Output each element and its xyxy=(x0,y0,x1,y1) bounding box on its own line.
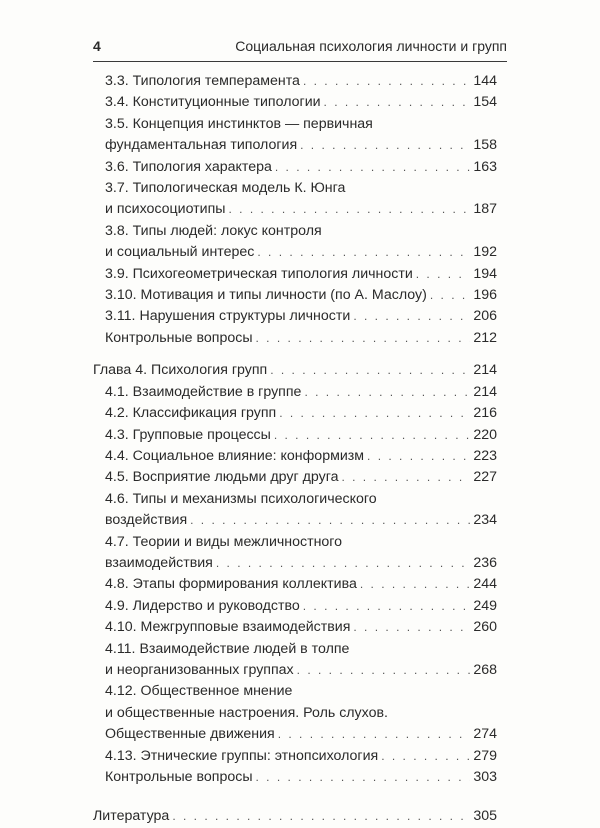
toc-entry[interactable] xyxy=(93,489,497,532)
toc-page-number: 194 xyxy=(473,265,497,282)
dot-leader xyxy=(360,574,470,595)
dot-leader xyxy=(172,806,470,827)
dot-leader xyxy=(270,360,470,381)
toc-entry[interactable] xyxy=(93,467,497,488)
toc-page-number: 260 xyxy=(473,619,497,636)
toc-page-number: 303 xyxy=(473,769,497,785)
page-number: 4 xyxy=(93,38,101,54)
dot-leader xyxy=(279,403,470,424)
toc-entry[interactable] xyxy=(93,382,497,403)
toc-entry[interactable] xyxy=(93,92,497,113)
toc-page-number: 249 xyxy=(473,597,497,614)
dot-leader xyxy=(303,71,470,92)
toc-entry-title: 4.12. Общественное мнение xyxy=(105,683,293,700)
toc-entry-title: 3.6. Типология характера xyxy=(105,158,272,175)
toc-entry-title: 3.3. Типология темперамента xyxy=(105,73,300,89)
toc-entry-title: 4.2. Классификация групп xyxy=(105,405,277,422)
toc-entry-title: и психосоциотипы xyxy=(105,201,226,218)
toc-entry[interactable] xyxy=(93,681,497,745)
toc-entry-title: взаимодействия xyxy=(105,554,213,571)
toc-entry-title: 3.9. Психогеометрическая типология личности xyxy=(105,265,413,282)
toc-page-number: 144 xyxy=(473,73,497,89)
toc-entry-title: воздействия xyxy=(105,512,188,529)
table-of-contents xyxy=(93,71,497,828)
toc-entry[interactable] xyxy=(93,574,497,595)
dot-leader xyxy=(257,242,470,263)
dot-leader xyxy=(297,660,471,681)
toc-entry-title: 4.9. Лидерство и руководство xyxy=(105,597,300,614)
dot-leader xyxy=(256,328,471,349)
toc-entry-title: Литература xyxy=(93,808,170,825)
toc-page-number: 216 xyxy=(473,405,497,422)
toc-entry[interactable] xyxy=(93,806,497,827)
toc-entry-title: 4.11. Взаимодействие людей в толпе xyxy=(105,640,350,657)
toc-entry[interactable] xyxy=(93,425,497,446)
toc-page-number: 234 xyxy=(473,512,497,529)
toc-entry[interactable] xyxy=(93,360,497,381)
toc-entry-title: 3.7. Типологическая модель К. Юнга xyxy=(105,180,346,197)
header-rule xyxy=(93,61,507,62)
dot-leader xyxy=(353,306,470,327)
toc-entry[interactable] xyxy=(93,178,497,221)
dot-leader xyxy=(303,596,471,617)
toc-entry[interactable] xyxy=(93,157,497,178)
dot-leader xyxy=(190,510,470,531)
toc-entry-title: и неорганизованных группах xyxy=(105,661,294,678)
toc-entry[interactable] xyxy=(93,221,497,264)
dot-leader xyxy=(228,199,470,220)
toc-entry[interactable] xyxy=(93,532,497,575)
running-title: Социальная психология личности и групп xyxy=(235,38,507,54)
dot-leader xyxy=(324,92,471,113)
toc-entry-title: 4.5. Восприятие людьми друг друга xyxy=(105,469,339,486)
toc-entry[interactable] xyxy=(93,767,497,788)
toc-entry-title: Общественные движения xyxy=(105,726,275,743)
toc-page-number: 274 xyxy=(473,726,497,743)
toc-page-number: 212 xyxy=(473,329,497,346)
toc-entry-title: 3.11. Нарушения структуры личности xyxy=(105,308,351,325)
dot-leader xyxy=(256,767,471,788)
toc-entry-title: 4.13. Этнические группы: этнопсихология xyxy=(105,747,379,764)
toc-entry-title: 3.4. Конституционные типологии xyxy=(105,94,321,111)
dot-leader xyxy=(274,425,470,446)
toc-page-number: 214 xyxy=(473,383,497,400)
toc-page-number: 196 xyxy=(473,287,497,304)
toc-entry-title: Глава 4. Психология групп xyxy=(93,362,268,379)
dot-leader xyxy=(300,135,470,156)
toc-entry-title: 3.10. Мотивация и типы личности (по А. Маслоу) xyxy=(105,287,427,304)
dot-leader xyxy=(216,553,470,574)
toc-page-number: 187 xyxy=(473,201,497,218)
toc-entry-title: 4.3. Групповые процессы xyxy=(105,426,271,443)
toc-entry[interactable] xyxy=(93,639,497,682)
toc-page-number: 220 xyxy=(473,426,497,443)
dot-leader xyxy=(367,446,470,467)
toc-entry[interactable] xyxy=(93,746,497,767)
toc-page-number: 268 xyxy=(473,661,497,678)
toc-entry-title: 4.7. Теории и виды межличностного xyxy=(105,533,343,550)
toc-page-number: 305 xyxy=(473,808,497,825)
toc-entry-title: 4.4. Социальное влияние: конформизм xyxy=(105,447,365,464)
toc-entry[interactable] xyxy=(93,71,497,92)
toc-page-number: 214 xyxy=(473,362,497,379)
toc-entry-title: и социальный интерес xyxy=(105,244,255,261)
toc-entry-title: 3.5. Концепция инстинктов — первичная xyxy=(105,115,373,132)
toc-page-number: 279 xyxy=(473,747,497,764)
running-header xyxy=(93,34,507,58)
dot-leader xyxy=(416,264,471,285)
toc-page-number: 154 xyxy=(473,94,497,111)
toc-entry[interactable] xyxy=(93,285,497,306)
toc-page-number: 163 xyxy=(473,158,497,175)
dot-leader xyxy=(430,285,470,306)
toc-page-number: 244 xyxy=(473,576,497,593)
toc-entry-title: Контрольные вопросы xyxy=(105,329,253,346)
dot-leader xyxy=(275,157,470,178)
toc-entry[interactable] xyxy=(93,403,497,424)
dot-leader xyxy=(381,746,470,767)
dot-leader xyxy=(341,467,470,488)
toc-page-number: 227 xyxy=(473,469,497,486)
toc-entry[interactable] xyxy=(93,596,497,617)
toc-entry-title: Контрольные вопросы xyxy=(105,769,253,785)
toc-entry[interactable] xyxy=(93,328,497,349)
toc-page-number: 236 xyxy=(473,554,497,571)
toc-page-number: 158 xyxy=(473,137,497,154)
toc-entry[interactable] xyxy=(93,306,497,327)
toc-entry-title: и общественные настроения. Роль слухов. xyxy=(105,704,388,721)
dot-leader xyxy=(304,382,470,403)
toc-entry[interactable] xyxy=(93,446,497,467)
toc-page-number: 223 xyxy=(473,447,497,464)
toc-entry-title: 4.8. Этапы формирования коллектива xyxy=(105,576,357,593)
dot-leader xyxy=(353,617,470,638)
toc-entry[interactable] xyxy=(93,264,497,285)
dot-leader xyxy=(278,724,471,745)
toc-entry-title: 4.6. Типы и механизмы психологического xyxy=(105,490,377,507)
toc-entry-title: 4.10. Межгрупповые взаимодействия xyxy=(105,619,351,636)
toc-entry-title: фундаментальная типология xyxy=(105,137,298,154)
toc-entry-title: 4.1. Взаимодействие в группе xyxy=(105,383,302,400)
toc-page-number: 206 xyxy=(473,308,497,325)
toc-page-number: 192 xyxy=(473,244,497,261)
toc-entry[interactable] xyxy=(93,114,497,157)
toc-entry-title: 3.8. Типы людей: локус контроля xyxy=(105,222,322,239)
toc-entry[interactable] xyxy=(93,617,497,638)
